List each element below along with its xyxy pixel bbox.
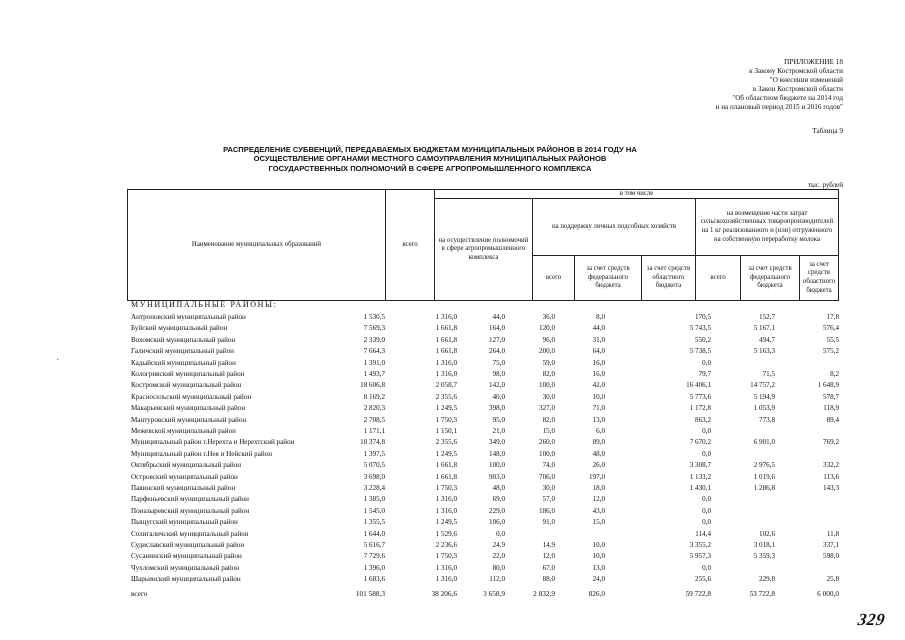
title-line: РАСПРЕДЕЛЕНИЕ СУБВЕНЦИЙ, ПЕРЕДАВАЕМЫХ БЮДЖЕТАМ МУНИЦИПАЛЬНЫХ РАЙОНОВ В 2014 ГОДУ НА (223, 145, 637, 154)
table-row (0, 494, 905, 505)
cell-h-fed: 30,0 (542, 392, 555, 401)
cell-h-fed: 82,0 (542, 370, 555, 378)
cell-powers: 1 750,3 (435, 415, 457, 424)
cell-m-fed: 71,5 (762, 370, 775, 378)
cell-m-reg: 1 648,9 (817, 381, 839, 390)
cell-powers: 1 316,0 (435, 563, 457, 572)
header-milk-federal: за счет средств федерального бюджета (740, 256, 799, 301)
cell-m-reg: 598,0 (823, 552, 839, 561)
total-h-fed: 2 832,9 (533, 589, 555, 598)
cell-m-total: 0,0 (702, 427, 711, 435)
row-name: Муниципальный район г.Нея и Нейский район (131, 449, 273, 458)
cell-m-total: 79,7 (698, 370, 711, 378)
table-row (0, 574, 905, 585)
row-name: Сусанинский муниципальный район (131, 552, 242, 561)
cell-powers: 1 529,6 (435, 529, 457, 538)
cell-powers: 2 058,7 (435, 381, 457, 390)
cell-total: 7 569,3 (363, 324, 385, 333)
table-row (0, 380, 905, 391)
appendix-line: и на плановый период 2015 и 2016 годов" (715, 103, 843, 111)
cell-h-reg: 13,0 (592, 415, 605, 424)
cell-h-fed: 706,0 (539, 472, 555, 481)
cell-h-total: 40,0 (492, 392, 505, 401)
cell-h-reg: 24,0 (592, 575, 605, 584)
cell-m-total: 0,0 (702, 358, 711, 367)
cell-m-fed: 5 167,1 (753, 324, 775, 333)
row-name: Шарьинский муниципальный район (131, 575, 241, 584)
table-row (0, 426, 905, 437)
cell-m-total: 0,0 (702, 518, 711, 527)
cell-powers: 1 661,8 (435, 335, 457, 344)
cell-m-total: 170,5 (695, 313, 711, 321)
cell-h-reg: 48,0 (592, 449, 605, 458)
cell-h-fed: 12,0 (542, 552, 555, 561)
table-row (0, 437, 905, 448)
cell-total: 1 493,7 (363, 370, 385, 378)
table-row (0, 551, 905, 562)
row-name: Октябрьский муниципальный район (131, 461, 242, 470)
row-name: Чухломский муниципальный район (131, 563, 240, 572)
table-row (0, 369, 905, 380)
table-row (0, 449, 905, 460)
cell-m-total: 5 743,5 (689, 324, 711, 333)
table-row (0, 403, 905, 414)
total-h-total: 3 658,9 (483, 589, 505, 598)
cell-h-fed: 186,0 (539, 506, 555, 515)
cell-m-total: 114,4 (695, 529, 711, 538)
cell-powers: 1 316,0 (435, 358, 457, 367)
cell-h-fed: 36,0 (542, 313, 555, 321)
cell-powers: 1 249,5 (435, 449, 457, 458)
cell-total: 1 355,5 (363, 518, 385, 527)
cell-total: 1 396,0 (363, 563, 385, 572)
cell-h-fed: 96,0 (542, 335, 555, 344)
cell-total: 8 169,2 (363, 392, 385, 401)
cell-h-total: 24,9 (492, 541, 505, 549)
header-milk-total: всего (695, 256, 740, 301)
total-m-reg: 6 000,0 (817, 589, 839, 598)
row-name: Островский муниципальный район (131, 472, 238, 481)
cell-h-total: 349,0 (489, 438, 505, 447)
cell-h-total: 44,0 (492, 313, 505, 321)
header-name: Наименование муниципальных образований (127, 190, 385, 301)
cell-total: 7 664,3 (363, 347, 385, 356)
cell-powers: 1 661,8 (435, 347, 457, 356)
cell-h-reg: 18,0 (592, 484, 605, 492)
appendix-line: "Об областном бюджете на 2014 год (732, 94, 843, 102)
table-row (0, 472, 905, 483)
cell-powers: 1 316,0 (435, 313, 457, 321)
cell-h-fed: 74,0 (542, 461, 555, 470)
appendix-note (583, 58, 843, 112)
header-milk-regional: за счет средств областного бюджета (799, 256, 839, 301)
cell-m-reg: 25,8 (826, 575, 839, 584)
cell-m-total: 1 133,2 (689, 472, 711, 481)
table-row (0, 529, 905, 540)
row-name: Павинский муниципальный район (131, 484, 236, 492)
cell-m-total: 863,2 (695, 415, 711, 424)
cell-total: 1 391,0 (363, 358, 385, 367)
row-name: Муниципальный район г.Нерехта и Нерехтский район (131, 438, 295, 447)
cell-total: 1 171,1 (363, 427, 385, 435)
row-name: Солигаличский муниципальный район (131, 529, 249, 538)
table-row (0, 483, 905, 494)
row-name: Кологривский муниципальный район (131, 370, 245, 378)
cell-m-reg: 55,5 (826, 335, 839, 344)
appendix-line: в Закон Костромской области (752, 85, 843, 93)
header-including: в том числе (434, 190, 839, 199)
row-name: Галичский муниципальный район (131, 347, 234, 356)
cell-powers: 1 316,0 (435, 506, 457, 515)
cell-m-reg: 17,8 (826, 313, 839, 321)
cell-m-reg: 337,1 (823, 541, 839, 549)
cell-h-total: 264,0 (489, 347, 505, 356)
row-name: Костромской муниципальный район (131, 381, 242, 390)
cell-m-total: 0,0 (702, 495, 711, 504)
cell-h-fed: 82,0 (542, 415, 555, 424)
header-household-regional: за счет средств областного бюджета (641, 256, 695, 301)
cell-total: 1 545,0 (363, 506, 385, 515)
cell-m-fed: 5 163,3 (753, 347, 775, 356)
page-number: 329 (856, 610, 887, 629)
cell-powers: 2 236,6 (435, 541, 457, 549)
cell-h-total: 100,0 (489, 461, 505, 470)
cell-total: 1 397,5 (363, 449, 385, 458)
cell-h-fed: 30,0 (542, 484, 555, 492)
cell-h-reg: 6,0 (596, 427, 605, 435)
cell-m-total: 3 308,7 (689, 461, 711, 470)
row-name: Антроповский муниципальный район (131, 313, 246, 321)
total-m-total: 59 722,8 (685, 589, 711, 598)
table-row (0, 563, 905, 574)
row-name: Мантуровский муниципальный район (131, 415, 247, 424)
cell-h-total: 80,0 (492, 563, 505, 572)
cell-total: 5 616,7 (363, 541, 385, 549)
appendix-line: ПРИЛОЖЕНИЕ 18 (784, 58, 843, 66)
total-total: 101 588,3 (355, 589, 385, 598)
appendix-line: к Закону Костромской области (749, 67, 843, 75)
cell-m-fed: 5 194,9 (753, 392, 775, 401)
cell-h-total: 903,0 (489, 472, 505, 481)
row-name: Межевской муниципальный район (131, 427, 236, 435)
section-label: МУНИЦИПАЛЬНЫЕ РАЙОНЫ: (131, 300, 278, 309)
table-row (0, 392, 905, 403)
table-row (0, 346, 905, 357)
cell-h-total: 48,0 (492, 484, 505, 492)
cell-h-fed: 327,0 (539, 404, 555, 413)
cell-h-reg: 64,0 (592, 347, 605, 356)
cell-powers: 1 661,8 (435, 324, 457, 333)
cell-h-fed: 15,0 (542, 427, 555, 435)
cell-powers: 1 661,8 (435, 472, 457, 481)
side-mark: · (56, 355, 60, 366)
cell-total: 18 606,8 (360, 381, 385, 390)
cell-h-total: 95,0 (492, 415, 505, 424)
cell-powers: 1 750,3 (435, 552, 457, 561)
row-name: Буйский муниципальный район (131, 324, 228, 333)
cell-h-fed: 14,9 (542, 541, 555, 549)
cell-h-fed: 59,0 (542, 358, 555, 367)
cell-total: 1 644,0 (363, 529, 385, 538)
document-title (130, 145, 730, 173)
table-row (0, 540, 905, 551)
cell-h-fed: 91,0 (542, 518, 555, 527)
cell-total: 3 698,0 (363, 472, 385, 481)
cell-h-reg: 15,0 (592, 518, 605, 527)
cell-m-fed: 152,7 (759, 313, 775, 321)
cell-m-reg: 89,4 (826, 415, 839, 424)
cell-m-total: 1 430,1 (689, 484, 711, 492)
cell-m-fed: 229,8 (759, 575, 775, 584)
cell-h-total: 21,0 (492, 427, 505, 435)
row-name: Вохомский муниципальный район (131, 335, 236, 344)
cell-m-fed: 14 757,2 (750, 381, 775, 390)
header-milk-group: на возмещение части затрат сельскохозяйственных товаропроизводителей на 1 кг реализованного и (или) отгруженного на собственную переработку молока (695, 199, 839, 256)
cell-total: 1 683,6 (363, 575, 385, 584)
cell-h-reg: 10,0 (592, 541, 605, 549)
header-household-group: на поддержку личных подсобных хозяйств (532, 199, 695, 256)
cell-m-total: 255,6 (695, 575, 711, 584)
total-label: всего (131, 589, 148, 598)
row-name: Красносельский муниципальный район (131, 392, 252, 401)
cell-h-reg: 42,0 (592, 381, 605, 390)
cell-powers: 1 316,0 (435, 575, 457, 584)
row-name: Пыщугский муниципальный район (131, 518, 238, 527)
cell-h-reg: 13,0 (592, 563, 605, 572)
cell-m-total: 0,0 (702, 563, 711, 572)
row-name: Макарьевский муниципальный район (131, 404, 246, 413)
cell-m-reg: 143,3 (823, 484, 839, 492)
cell-h-total: 106,0 (489, 518, 505, 527)
cell-m-reg: 118,9 (823, 404, 839, 413)
total-m-fed: 53 722,8 (749, 589, 775, 598)
cell-m-total: 550,2 (695, 335, 711, 344)
cell-m-total: 5 738,5 (689, 347, 711, 356)
title-line: ОСУЩЕСТВЛЕНИЕ ОРГАНАМИ МЕСТНОГО САМОУПРАВЛЕНИЯ МУНИЦИПАЛЬНЫХ РАЙОНОВ (253, 154, 607, 164)
header-total: всего (385, 190, 434, 301)
cell-total: 3 228,4 (363, 484, 385, 492)
cell-h-reg: 10,0 (592, 552, 605, 561)
cell-m-fed: 773,8 (759, 415, 775, 424)
cell-h-total: 69,0 (492, 495, 505, 504)
cell-m-total: 5 773,6 (689, 392, 711, 401)
cell-h-fed: 120,0 (539, 324, 555, 333)
cell-m-total: 0,0 (702, 449, 711, 458)
cell-h-reg: 89,0 (592, 438, 605, 447)
cell-powers: 1 316,0 (435, 370, 457, 378)
cell-m-reg: 8,2 (830, 370, 839, 378)
table-row (0, 323, 905, 334)
cell-powers: 1 249,5 (435, 404, 457, 413)
cell-total: 5 070,5 (363, 461, 385, 470)
cell-h-total: 164,0 (489, 324, 505, 333)
cell-m-fed: 6 901,0 (753, 438, 775, 447)
cell-powers: 1 316,0 (435, 495, 457, 504)
cell-h-reg: 16,0 (592, 370, 605, 378)
cell-h-total: 127,0 (489, 335, 505, 344)
cell-h-fed: 260,0 (539, 438, 555, 447)
row-name: Парфеньевский муниципальный район (131, 495, 249, 504)
cell-m-fed: 494,7 (759, 335, 775, 344)
cell-m-reg: 576,4 (823, 324, 839, 333)
cell-h-total: 398,0 (489, 404, 505, 413)
cell-h-reg: 31,0 (592, 335, 605, 344)
cell-m-fed: 3 018,1 (753, 541, 775, 549)
table-row (0, 358, 905, 369)
cell-m-fed: 102,6 (759, 529, 775, 538)
cell-h-fed: 200,0 (539, 347, 555, 356)
cell-m-total: 0,0 (702, 506, 711, 515)
total-h-reg: 826,0 (588, 589, 605, 598)
cell-h-reg: 44,0 (592, 324, 605, 333)
cell-h-total: 142,0 (489, 381, 505, 390)
row-name: Кадыйский муниципальный район (131, 358, 236, 367)
cell-h-total: 22,0 (492, 552, 505, 561)
cell-m-fed: 1 053,9 (753, 404, 775, 413)
table-row (0, 312, 905, 323)
cell-m-reg: 113,6 (823, 472, 839, 481)
cell-powers: 1 249,5 (435, 518, 457, 527)
cell-total: 2 339,0 (363, 335, 385, 344)
cell-m-reg: 11,8 (826, 529, 839, 538)
cell-h-fed: 100,0 (539, 449, 555, 458)
units-label: тыс. рублей (808, 181, 843, 189)
cell-h-reg: 12,0 (592, 495, 605, 504)
table-header (127, 189, 839, 301)
cell-m-fed: 2 976,5 (753, 461, 775, 470)
cell-m-total: 3 355,2 (689, 541, 711, 549)
cell-m-reg: 332,2 (823, 461, 839, 470)
cell-m-reg: 769,2 (823, 438, 839, 447)
table-number: Таблица 9 (812, 127, 843, 135)
cell-h-fed: 100,0 (539, 381, 555, 390)
cell-m-total: 1 172,8 (689, 404, 711, 413)
title-line: ГОСУДАРСТВЕННЫХ ПОЛНОМОЧИЙ В СФЕРЕ АГРОПРОМЫШЛЕННОГО КОМПЛЕКСА (268, 163, 592, 173)
cell-h-reg: 8,0 (596, 313, 605, 321)
cell-h-total: 148,0 (489, 449, 505, 458)
table-row (0, 460, 905, 471)
cell-m-reg: 578,7 (823, 392, 839, 401)
cell-h-reg: 197,0 (589, 472, 605, 481)
total-powers: 38 206,6 (431, 589, 457, 598)
row-name: Судиславский муниципальный район (131, 541, 245, 549)
cell-total: 2 820,3 (363, 404, 385, 413)
cell-h-total: 75,0 (492, 358, 505, 367)
cell-m-reg: 575,2 (823, 347, 839, 356)
header-powers: на осуществление полномочий в сфере агропромышленного комплекса (434, 199, 532, 301)
cell-h-fed: 67,0 (542, 563, 555, 572)
header-household-federal: за счет средств федерального бюджета (574, 256, 641, 301)
row-name: Поназыревский муниципальный район (131, 506, 250, 515)
cell-h-total: 229,0 (489, 506, 505, 515)
table-row (0, 415, 905, 426)
total-row (0, 588, 905, 599)
header-household-total: всего (532, 256, 574, 301)
cell-h-reg: 26,0 (592, 461, 605, 470)
cell-powers: 2 355,6 (435, 438, 457, 447)
cell-h-total: 0,0 (496, 529, 505, 538)
appendix-line: "О внесении изменений (769, 76, 843, 84)
cell-h-fed: 57,0 (542, 495, 555, 504)
table-row (0, 506, 905, 517)
cell-powers: 1 661,8 (435, 461, 457, 470)
cell-m-fed: 1 286,8 (753, 484, 775, 492)
cell-total: 1 385,0 (363, 495, 385, 504)
cell-m-total: 16 406,1 (686, 381, 711, 390)
cell-powers: 1 750,3 (435, 484, 457, 492)
cell-m-fed: 5 359,3 (753, 552, 775, 561)
cell-h-reg: 10,0 (592, 392, 605, 401)
cell-total: 10 374,8 (360, 438, 385, 447)
cell-powers: 2 355,6 (435, 392, 457, 401)
cell-h-reg: 43,0 (592, 506, 605, 515)
cell-h-reg: 71,0 (592, 404, 605, 413)
cell-total: 2 708,5 (363, 415, 385, 424)
cell-m-total: 5 957,3 (689, 552, 711, 561)
cell-h-reg: 16,0 (592, 358, 605, 367)
cell-m-fed: 1 019,6 (753, 472, 775, 481)
cell-total: 1 530,5 (363, 313, 385, 321)
cell-h-fed: 88,0 (542, 575, 555, 584)
cell-powers: 1 150,1 (435, 427, 457, 435)
cell-h-total: 98,0 (492, 370, 505, 378)
cell-h-total: 112,0 (489, 575, 505, 584)
cell-m-total: 7 670,2 (689, 438, 711, 447)
table-row (0, 335, 905, 346)
cell-total: 7 729,6 (363, 552, 385, 561)
table-row (0, 517, 905, 528)
